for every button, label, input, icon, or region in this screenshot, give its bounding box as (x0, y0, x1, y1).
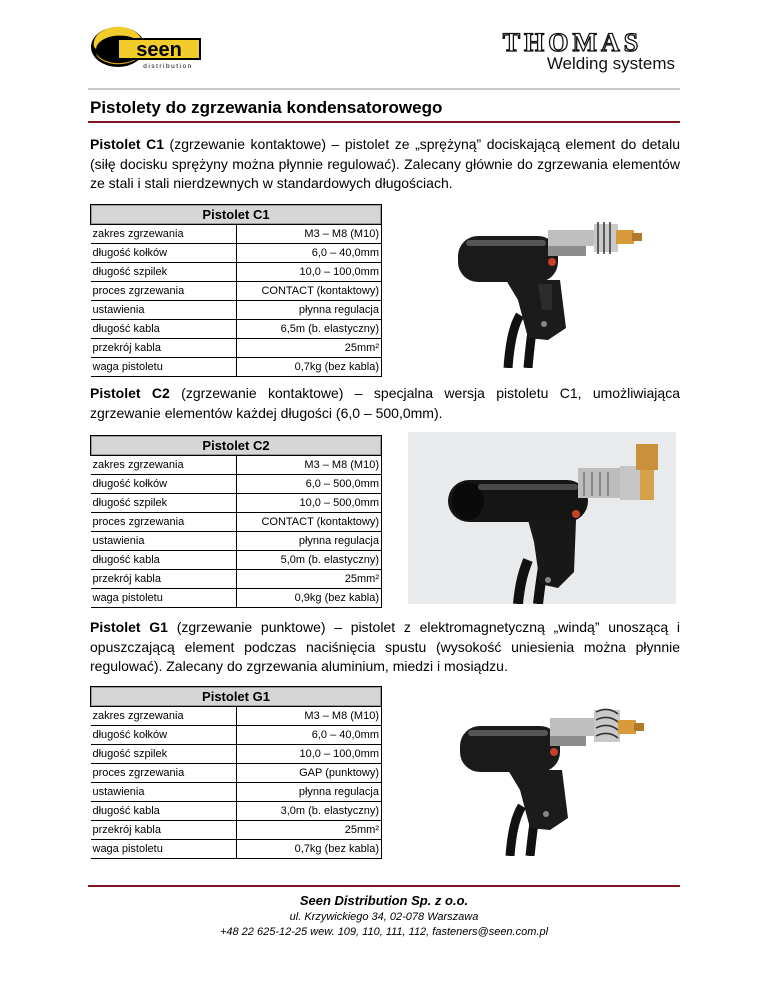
spec-value: 25mm² (236, 570, 382, 589)
table-row (91, 551, 382, 570)
spec-key: przekrój kabla (91, 339, 237, 358)
section-c1-intro (90, 135, 680, 194)
spec-value: 6,0 – 500,0mm (236, 475, 382, 494)
spec-table-title: Pistolet G1 (91, 687, 382, 707)
table-row (91, 244, 382, 263)
pistol-c1-photo (448, 200, 648, 368)
seen-logo-word: seen (136, 39, 182, 61)
spec-value: GAP (punktowy) (236, 764, 382, 783)
spec-value: 25mm² (236, 821, 382, 840)
spec-value: płynna regulacja (236, 532, 382, 551)
seen-distribution-logo (88, 25, 203, 73)
section-c1-name: Pistolet C1 (90, 136, 164, 152)
spec-value: 6,0 – 40,0mm (236, 726, 382, 745)
spec-value: 10,0 – 100,0mm (236, 745, 382, 764)
table-row (91, 764, 382, 783)
spec-value: M3 – M8 (M10) (236, 225, 382, 244)
table-row (91, 589, 382, 608)
spec-key: długość kołków (91, 475, 237, 494)
thomas-logo-sub: Welding systems (546, 54, 675, 73)
spec-table-g1 (90, 686, 382, 859)
spec-value: M3 – M8 (M10) (236, 456, 382, 475)
spec-key: waga pistoletu (91, 840, 237, 859)
table-row (91, 745, 382, 764)
spec-key: zakres zgrzewania (91, 456, 237, 475)
table-row (91, 513, 382, 532)
section-c1-text: (zgrzewanie kontaktowe) – pistolet ze „sprężyną” dociskającą element do detalu (siłę docisku sprężyny można płynnie regulować). Zalecany głównie do zgrzewania elementów ze stali i stali nierdzewnych w standardowych długościach. (90, 136, 680, 191)
table-row (91, 783, 382, 802)
section-g1-text: (zgrzewanie punktowe) – pistolet z elektromagnetyczną „windą” unoszącą i opuszczającą element podczas naciśnięcia spustu (wysokość uniesienia można płynnie regulować). Zalecany do zgrzewania aluminium, miedzi i mosiądzu. (90, 619, 681, 674)
spec-key: zakres zgrzewania (91, 707, 237, 726)
spec-value: 0,7kg (bez kabla) (236, 840, 382, 859)
footer-address: ul. Krzywickiego 34, 02-078 Warszawa (289, 911, 479, 923)
table-row (91, 475, 382, 494)
spec-value: 0,9kg (bez kabla) (236, 589, 382, 608)
spec-value: płynna regulacja (236, 783, 382, 802)
spec-key: długość kabla (91, 320, 237, 339)
section-g1-name: Pistolet G1 (90, 619, 168, 635)
spec-key: długość kołków (91, 244, 237, 263)
spec-value: 10,0 – 100,0mm (236, 263, 382, 282)
header-divider (88, 88, 680, 90)
pistol-g1-photo (448, 690, 648, 856)
table-row (91, 320, 382, 339)
spec-key: długość kołków (91, 726, 237, 745)
table-row (91, 726, 382, 745)
table-row (91, 358, 382, 377)
section-c2-name: Pistolet C2 (90, 385, 170, 401)
spec-value: 0,7kg (bez kabla) (236, 358, 382, 377)
footer-company: Seen Distribution Sp. z o.o. (299, 893, 469, 908)
spec-key: ustawienia (91, 783, 237, 802)
table-row (91, 301, 382, 320)
spec-table-c1 (90, 204, 382, 377)
table-row (91, 456, 382, 475)
table-row (91, 225, 382, 244)
spec-value: CONTACT (kontaktowy) (236, 282, 382, 301)
spec-key: proces zgrzewania (91, 513, 237, 532)
spec-key: proces zgrzewania (91, 764, 237, 783)
section-g1-intro (90, 618, 680, 677)
section-c2-intro (90, 384, 680, 423)
table-row (91, 802, 382, 821)
spec-key: waga pistoletu (91, 589, 237, 608)
spec-key: długość kabla (91, 802, 237, 821)
thomas-logo-word: THOMAS (502, 28, 643, 57)
spec-value: M3 – M8 (M10) (236, 707, 382, 726)
table-row (91, 532, 382, 551)
spec-value: 25mm² (236, 339, 382, 358)
table-row (91, 494, 382, 513)
spec-value: 10,0 – 500,0mm (236, 494, 382, 513)
spec-key: ustawienia (91, 532, 237, 551)
spec-key: długość szpilek (91, 494, 237, 513)
table-row (91, 821, 382, 840)
spec-key: ustawienia (91, 301, 237, 320)
spec-key: długość szpilek (91, 263, 237, 282)
spec-value: 3,0m (b. elastyczny) (236, 802, 382, 821)
spec-key: długość szpilek (91, 745, 237, 764)
pistol-c2-photo (408, 432, 676, 604)
spec-value: 6,5m (b. elastyczny) (236, 320, 382, 339)
spec-key: waga pistoletu (91, 358, 237, 377)
spec-value: 5,0m (b. elastyczny) (236, 551, 382, 570)
section-c2-text: (zgrzewanie kontaktowe) – specjalna wersja pistoletu C1, umożliwiająca zgrzewanie elementów każdej długości (6,0 – 500,0mm). (90, 385, 680, 421)
spec-value: płynna regulacja (236, 301, 382, 320)
spec-table-title: Pistolet C1 (91, 205, 382, 225)
page-header (0, 0, 768, 90)
title-underline (88, 121, 680, 123)
table-row (91, 263, 382, 282)
spec-key: przekrój kabla (91, 821, 237, 840)
spec-key: proces zgrzewania (91, 282, 237, 301)
page-title: Pistolety do zgrzewania kondensatorowego (90, 98, 443, 117)
spec-table-c2 (90, 435, 382, 608)
footer-divider (88, 885, 680, 887)
thomas-logo (470, 30, 675, 80)
spec-key: przekrój kabla (91, 570, 237, 589)
spec-key: długość kabla (91, 551, 237, 570)
table-row (91, 570, 382, 589)
footer-contact: +48 22 625-12-25 wew. 109, 110, 111, 112, fasteners@seen.com.pl (219, 926, 549, 938)
seen-logo-sub: distribution (143, 63, 193, 70)
table-row (91, 282, 382, 301)
spec-value: CONTACT (kontaktowy) (236, 513, 382, 532)
table-row (91, 339, 382, 358)
spec-table-title: Pistolet C2 (91, 436, 382, 456)
spec-value: 6,0 – 40,0mm (236, 244, 382, 263)
spec-key: zakres zgrzewania (91, 225, 237, 244)
table-row (91, 707, 382, 726)
table-row (91, 840, 382, 859)
